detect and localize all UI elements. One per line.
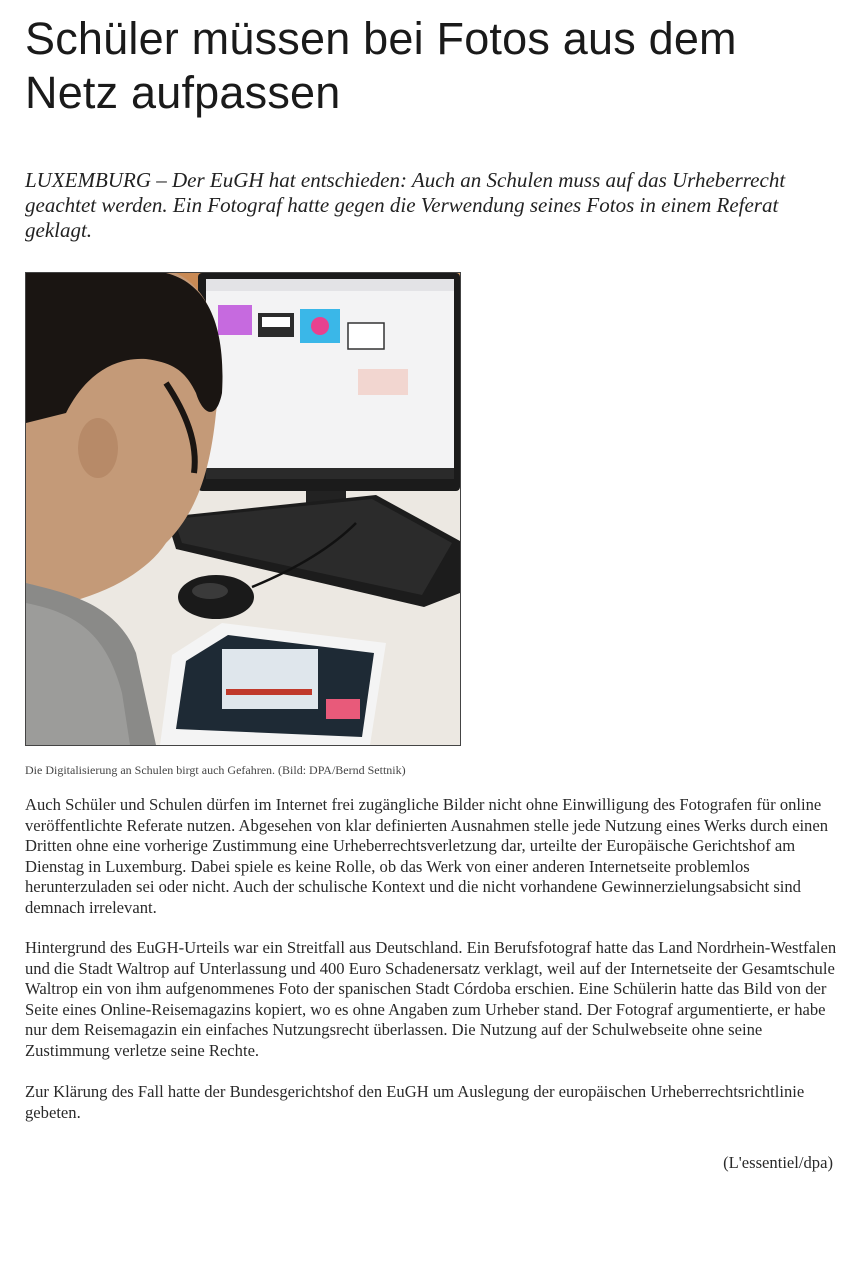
article (25, 0, 837, 1173)
article-paragraph-3: Zur Klärung des Fall hatte der Bundesgerichtshof den EuGH um Auslegung der europäischen Urheberrechtsrichtlinie gebeten. (25, 1082, 805, 1122)
image-caption: Die Digitalisierung an Schulen birgt auch Gefahren. (Bild: DPA/Bernd Settnik) (25, 763, 406, 777)
article-photo (25, 272, 461, 746)
student-at-computer-photo (26, 273, 460, 745)
article-paragraph-1: Auch Schüler und Schulen dürfen im Internet frei zugängliche Bilder nicht ohne Einwilligung des Fotografen für online veröffentlichte Referate nutzen. Abgesehen von klar definierten Ausnahmen stelle jede Nutzung eines Werks durch einen Dritten ohne eine vorherige Zustimmung eine Urheberrechtsverletzung dar, urteilte der Europäische Gerichtshof am Dienstag in Luxemburg. Dabei spiele es keine Rolle, ob das Werk von einer anderen Internetseite problemlos herunterzuladen sei oder nicht. Auch der schulische Kontext und die nicht vorhandene Gewinnerzielungsabsicht sind demnach irrelevant. (25, 795, 829, 917)
article-paragraph-2: Hintergrund des EuGH-Urteils war ein Streitfall aus Deutschland. Ein Berufsfotograf hatte das Land Nordrhein-Westfalen und die Stadt Waltrop auf Unterlassung und 400 Euro Schadenersatz verklagt, weil auf der Internetseite der Gesamtschule Waltrop ein von ihm aufgenommenes Foto der spanischen Stadt Córdoba erschien. Eine Schülerin hatte das Bild von der Seite eines Online-Reisemagazins kopiert, wo es ohne Angaben zum Urheber stand. Der Fotograf argumentierte, er habe nur dem Reisemagazin ein einfaches Nutzungsrecht überlassen. Die Nutzung auf der Schulwebseite ohne seine Zustimmung verletze seine Rechte. (25, 938, 837, 1060)
article-source: (L'essentiel/dpa) (723, 1153, 833, 1172)
article-lead: LUXEMBURG – Der EuGH hat entschieden: Auch an Schulen muss auf das Urheberrecht geachtet werden. Ein Fotograf hatte gegen die Verwendung seines Fotos in einem Referat geklagt. (25, 168, 786, 242)
article-headline: Schüler müssen bei Fotos aus dem Netz aufpassen (25, 13, 737, 118)
